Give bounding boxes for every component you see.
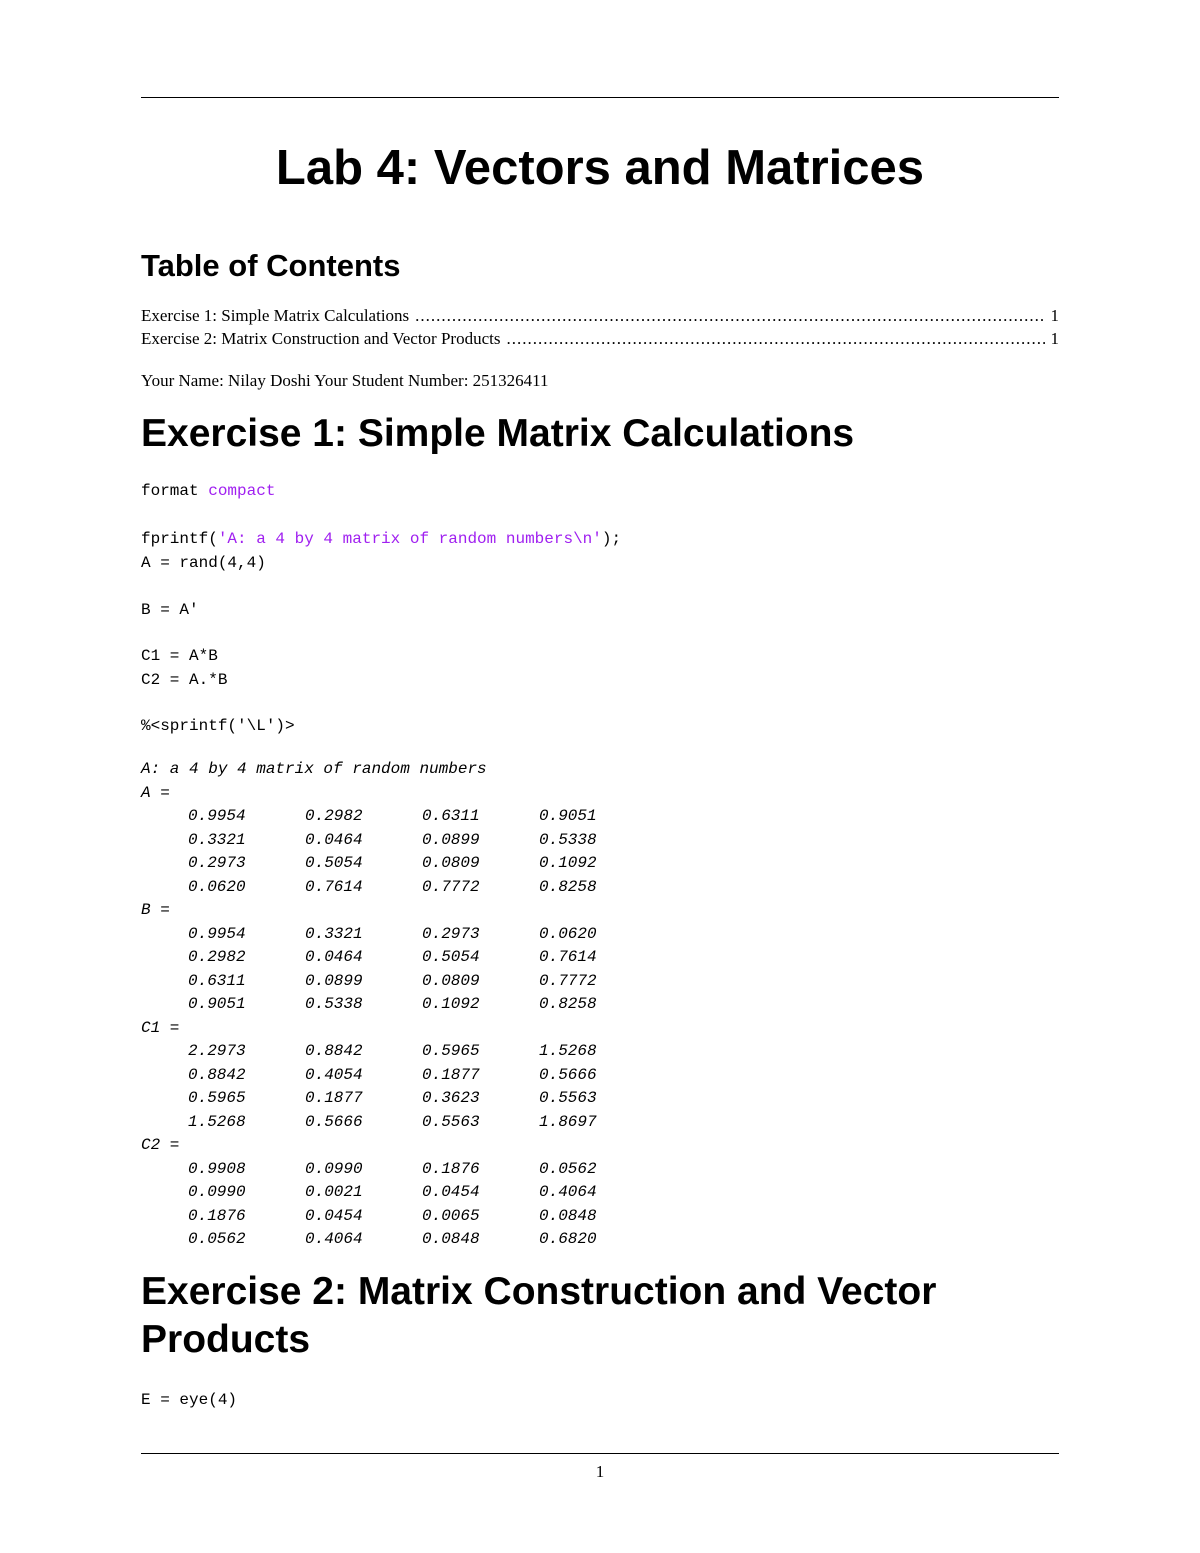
matrix-cell: 0.0562 <box>188 1230 246 1248</box>
matrix-cell: 0.0464 <box>305 948 363 966</box>
matrix-cell: 0.9051 <box>188 995 246 1013</box>
toc-entry-exercise-1[interactable] <box>141 304 1059 327</box>
matrix-cell: 0.2982 <box>305 807 363 825</box>
document-title: Lab 4: Vectors and Matrices <box>275 141 925 195</box>
matrix-cell: 0.0065 <box>422 1206 480 1225</box>
matrix-cell: 0.7614 <box>539 948 597 966</box>
matrix-cell: 0.0454 <box>422 1183 480 1201</box>
matrix-cell: 0.5666 <box>539 1065 597 1084</box>
matrix-cell: 0.0454 <box>305 1206 363 1225</box>
matrix-row <box>141 829 656 853</box>
matrix-cell: 0.3321 <box>188 830 246 849</box>
code-fprintf-line <box>141 528 621 552</box>
student-info: Your Name: Nilay Doshi Your Student Number: 251326411 <box>141 371 549 390</box>
code-line-c1: C1 = A*B <box>141 647 218 665</box>
matrix-cell: 0.0021 <box>305 1183 363 1201</box>
matrix-row <box>141 1158 656 1182</box>
code-comment: %<sprintf('\L')> <box>141 717 295 735</box>
toc-entry-page: 1 <box>1050 306 1059 325</box>
matrix-cell: 0.7772 <box>539 971 597 990</box>
exercise-1-heading: Exercise 1: Simple Matrix Calculations <box>141 412 855 455</box>
toc-leader-dots <box>506 327 1044 350</box>
matrix-label: A = <box>141 783 170 802</box>
matrix-cell: 1.5268 <box>188 1112 246 1131</box>
toc-heading: Table of Contents <box>141 248 401 283</box>
page-number: 1 <box>595 1462 605 1481</box>
code-format-compact <box>141 480 275 504</box>
matrix-cell: 0.4064 <box>305 1230 363 1248</box>
matrix-row <box>141 993 656 1017</box>
code-punct: ); <box>601 530 622 548</box>
matrix-cell: 0.5965 <box>422 1042 480 1060</box>
header-rule <box>141 97 1059 98</box>
matrix-cell: 0.3623 <box>422 1089 480 1107</box>
output-header: A: a 4 by 4 matrix of random numbers <box>141 760 487 778</box>
matrix-cell: 0.5054 <box>305 854 363 872</box>
matrix-cell: 0.8258 <box>539 877 597 896</box>
matrix-cell: 0.6311 <box>422 807 480 825</box>
matrix-cell: 0.1092 <box>422 995 480 1013</box>
matrix-cell: 0.6820 <box>539 1230 597 1248</box>
matrix-row <box>141 1087 656 1111</box>
code-line-a: A = rand(4,4) <box>141 553 266 572</box>
matrix-cell: 1.8697 <box>539 1112 597 1131</box>
matrix-cell: 0.0562 <box>539 1159 597 1178</box>
matrix-cell: 0.0809 <box>422 854 480 872</box>
footer-rule <box>141 1453 1059 1454</box>
matrix-cell: 0.9954 <box>188 924 246 943</box>
matrix-label: C1 = <box>141 1018 180 1037</box>
matrix-label: C2 = <box>141 1136 180 1154</box>
command-output <box>141 758 656 1252</box>
exercise-2-heading: Exercise 2: Matrix Construction and Vector Products <box>141 1270 937 1361</box>
matrix-cell: 0.5666 <box>305 1112 363 1131</box>
matrix-row <box>141 1228 656 1252</box>
code-keyword: format <box>141 482 209 500</box>
matrix-cell: 0.0899 <box>305 971 363 990</box>
matrix-cell: 0.0848 <box>539 1206 597 1225</box>
toc-leader-dots <box>415 304 1044 327</box>
matrix-cell: 0.2973 <box>422 924 480 943</box>
matrix-row <box>141 1040 656 1064</box>
matrix-cell: 0.3321 <box>305 924 363 943</box>
matrix-row <box>141 805 656 829</box>
matrix-cell: 0.5054 <box>422 948 480 966</box>
matrix-cell: 0.8842 <box>305 1042 363 1060</box>
matrix-cell: 1.5268 <box>539 1042 597 1060</box>
matrix-cell: 0.1092 <box>539 854 597 872</box>
matrix-cell: 0.0990 <box>305 1159 363 1178</box>
matrix-row <box>141 876 656 900</box>
table-of-contents <box>141 304 1059 350</box>
matrix-cell: 0.5563 <box>422 1112 480 1131</box>
matrix-cell: 0.9908 <box>188 1159 246 1178</box>
matrix-cell: 2.2973 <box>188 1042 246 1060</box>
matrix-cell: 0.7614 <box>305 877 363 896</box>
matrix-cell: 0.5338 <box>305 995 363 1013</box>
code-line-b: B = A' <box>141 601 199 619</box>
matrix-cell: 0.1877 <box>305 1089 363 1107</box>
matrix-cell: 0.5965 <box>188 1089 246 1107</box>
matrix-row <box>141 1181 656 1205</box>
matrix-cell: 0.8842 <box>188 1065 246 1084</box>
code-line-e: E = eye(4) <box>141 1391 238 1409</box>
toc-entry-page: 1 <box>1050 329 1059 348</box>
matrix-row <box>141 1205 656 1229</box>
matrix-row <box>141 1064 656 1088</box>
toc-entry-text[interactable]: Exercise 1: Simple Matrix Calculations <box>141 306 410 325</box>
matrix-label: B = <box>141 901 170 919</box>
matrix-row <box>141 970 656 994</box>
matrix-row <box>141 1111 656 1135</box>
matrix-cell: 0.5563 <box>539 1089 597 1107</box>
matrix-cell: 0.0899 <box>422 830 480 849</box>
matrix-cell: 0.0620 <box>188 877 246 896</box>
matrix-cell: 0.9954 <box>188 807 246 825</box>
code-string: compact <box>208 482 276 500</box>
matrix-cell: 0.0809 <box>422 971 480 990</box>
matrix-cell: 0.4064 <box>539 1183 597 1201</box>
matrix-cell: 0.0464 <box>305 830 363 849</box>
toc-entry-text[interactable]: Exercise 2: Matrix Construction and Vector Products <box>141 329 501 348</box>
matrix-cell: 0.1876 <box>422 1159 480 1178</box>
toc-entry-exercise-2[interactable] <box>141 327 1059 350</box>
matrix-cell: 0.1877 <box>422 1065 480 1084</box>
code-fprintf-block <box>141 528 621 575</box>
matrix-row <box>141 852 656 876</box>
matrix-cell: 0.2982 <box>188 948 246 966</box>
code-string: 'A: a 4 by 4 matrix of random numbers\n' <box>217 530 602 548</box>
matrix-cell: 0.9051 <box>539 807 597 825</box>
matrix-cell: 0.0620 <box>539 924 597 943</box>
matrix-cell: 0.5338 <box>539 830 597 849</box>
matrix-cell: 0.1876 <box>188 1206 246 1225</box>
matrix-cell: 0.4054 <box>305 1065 363 1084</box>
matrix-cell: 0.8258 <box>539 995 597 1013</box>
matrix-cell: 0.0990 <box>188 1183 246 1201</box>
matrix-row <box>141 946 656 970</box>
matrix-cell: 0.7772 <box>422 877 480 896</box>
code-line-c2: C2 = A.*B <box>141 670 228 689</box>
code-function: fprintf( <box>141 530 218 548</box>
matrix-row <box>141 923 656 947</box>
matrix-cell: 0.2973 <box>188 854 246 872</box>
matrix-cell: 0.6311 <box>188 971 246 990</box>
code-c-block <box>141 645 227 692</box>
matrix-cell: 0.0848 <box>422 1230 480 1248</box>
